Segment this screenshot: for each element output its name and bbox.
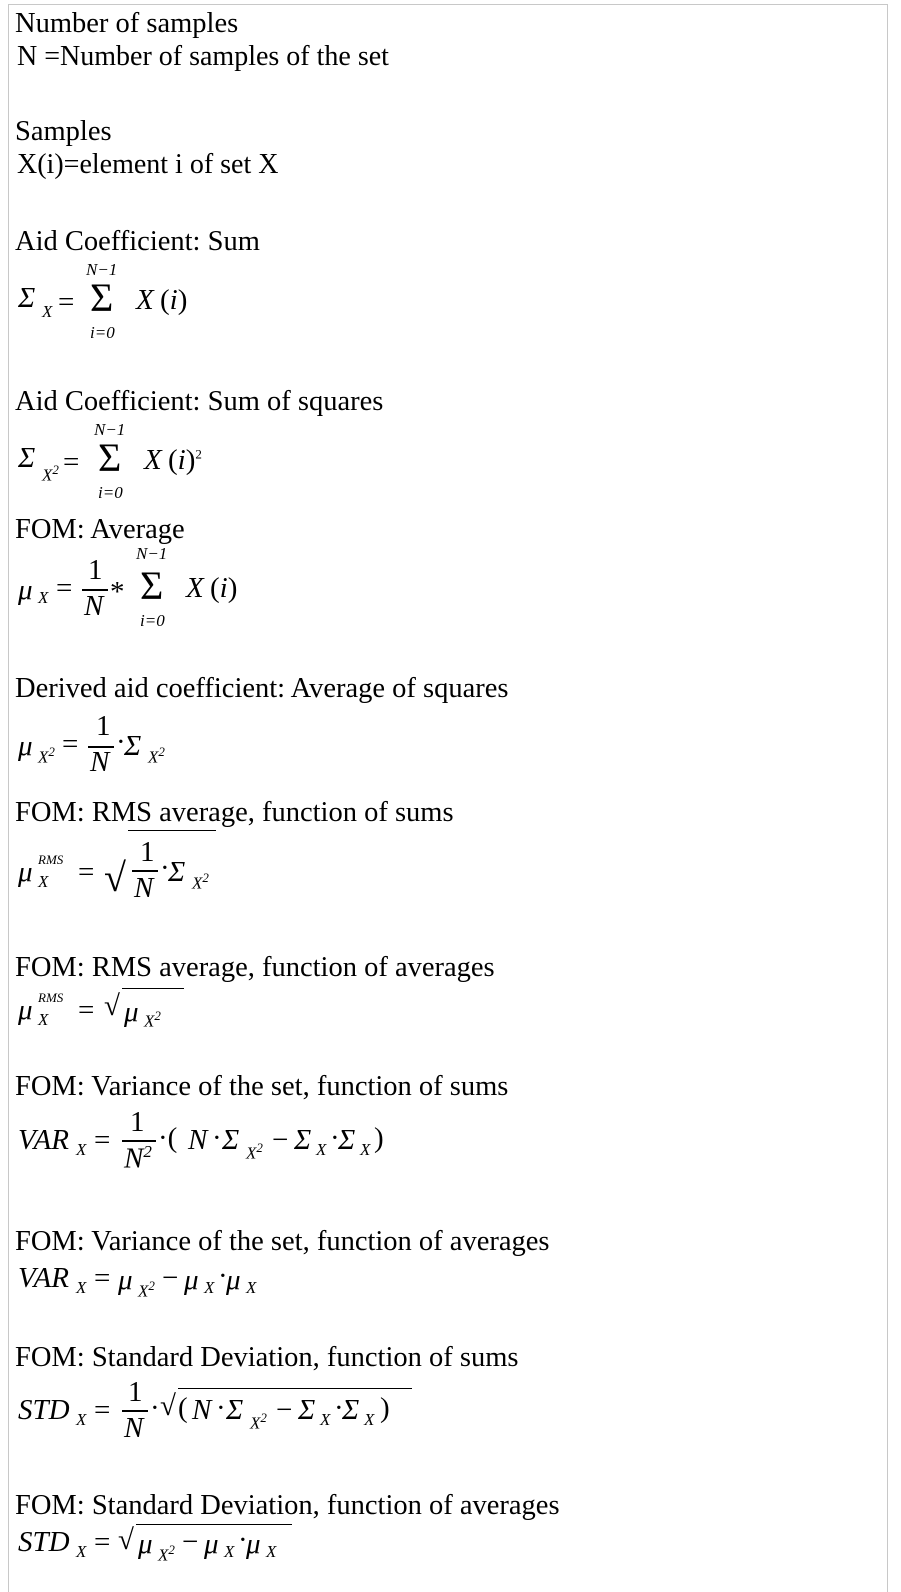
formula-sum: Σ X = N−1 Σ i=0 X (i) [18,260,188,342]
heading-std-averages: FOM: Standard Deviation, function of averages [15,1490,560,1521]
heading-aid-sum-squares: Aid Coefficient: Sum of squares [15,386,384,417]
heading-fom-average: FOM: Average [15,514,185,545]
heading-samples: Samples [15,116,112,147]
formula-std-averages: STD X = √ μ $X^2$ − μ X · μ X [18,1522,338,1582]
right-border [887,4,888,1592]
equation-number-of-samples [17,40,389,73]
upper-limit: N−1 [86,260,118,279]
formula-average-of-squares: μ $X^2$ = 1 N · Σ $X^2$ [18,710,165,778]
formula-rms-sums: μ RMS X = √ 1 N · Σ $X^2$ [18,830,238,910]
equation-text: X(i)=element i of set X [17,149,279,180]
rms-superscript: RMS [38,852,64,867]
formula-rms-averages: μ RMS X = √ μ $X^2$ [18,986,218,1036]
heading-variance-averages: FOM: Variance of the set, function of averages [15,1226,550,1257]
heading-number-of-samples: Number of samples [15,8,239,39]
top-border [8,4,888,5]
left-border [8,4,9,1592]
heading-rms-sums: FOM: RMS average, function of sums [15,797,454,828]
heading-variance-sums: FOM: Variance of the set, function of sums [15,1071,509,1102]
equation-samples [17,148,279,181]
heading-average-of-squares: Derived aid coefficient: Average of squares [15,673,509,704]
equation-text: N =Number of samples of the set [17,41,389,72]
lower-limit: i=0 [90,323,115,342]
heading-rms-averages: FOM: RMS average, function of averages [15,952,495,983]
formula-average: μ X = 1 N * N−1 Σ i=0 X (i) [18,544,238,630]
formula-variance-averages: VAR X = μ $X^2$ − μ X · μ X [18,1260,257,1301]
formula-variance-sums: VAR X = 1 $N^2$ ·( N · Σ $X^2$ − Σ X · Σ X ) [18,1106,384,1175]
formula-sum-squares: Σ $X^2$ = N−1 Σ i=0 X $(i)^2$ [18,420,202,502]
heading-std-sums: FOM: Standard Deviation, function of sums [15,1342,519,1373]
heading-aid-sum: Aid Coefficient: Sum [15,226,260,257]
formula-std-sums: STD X = 1 N · √ ( N · Σ $X^2$ − Σ X · Σ X ) [18,1374,438,1454]
